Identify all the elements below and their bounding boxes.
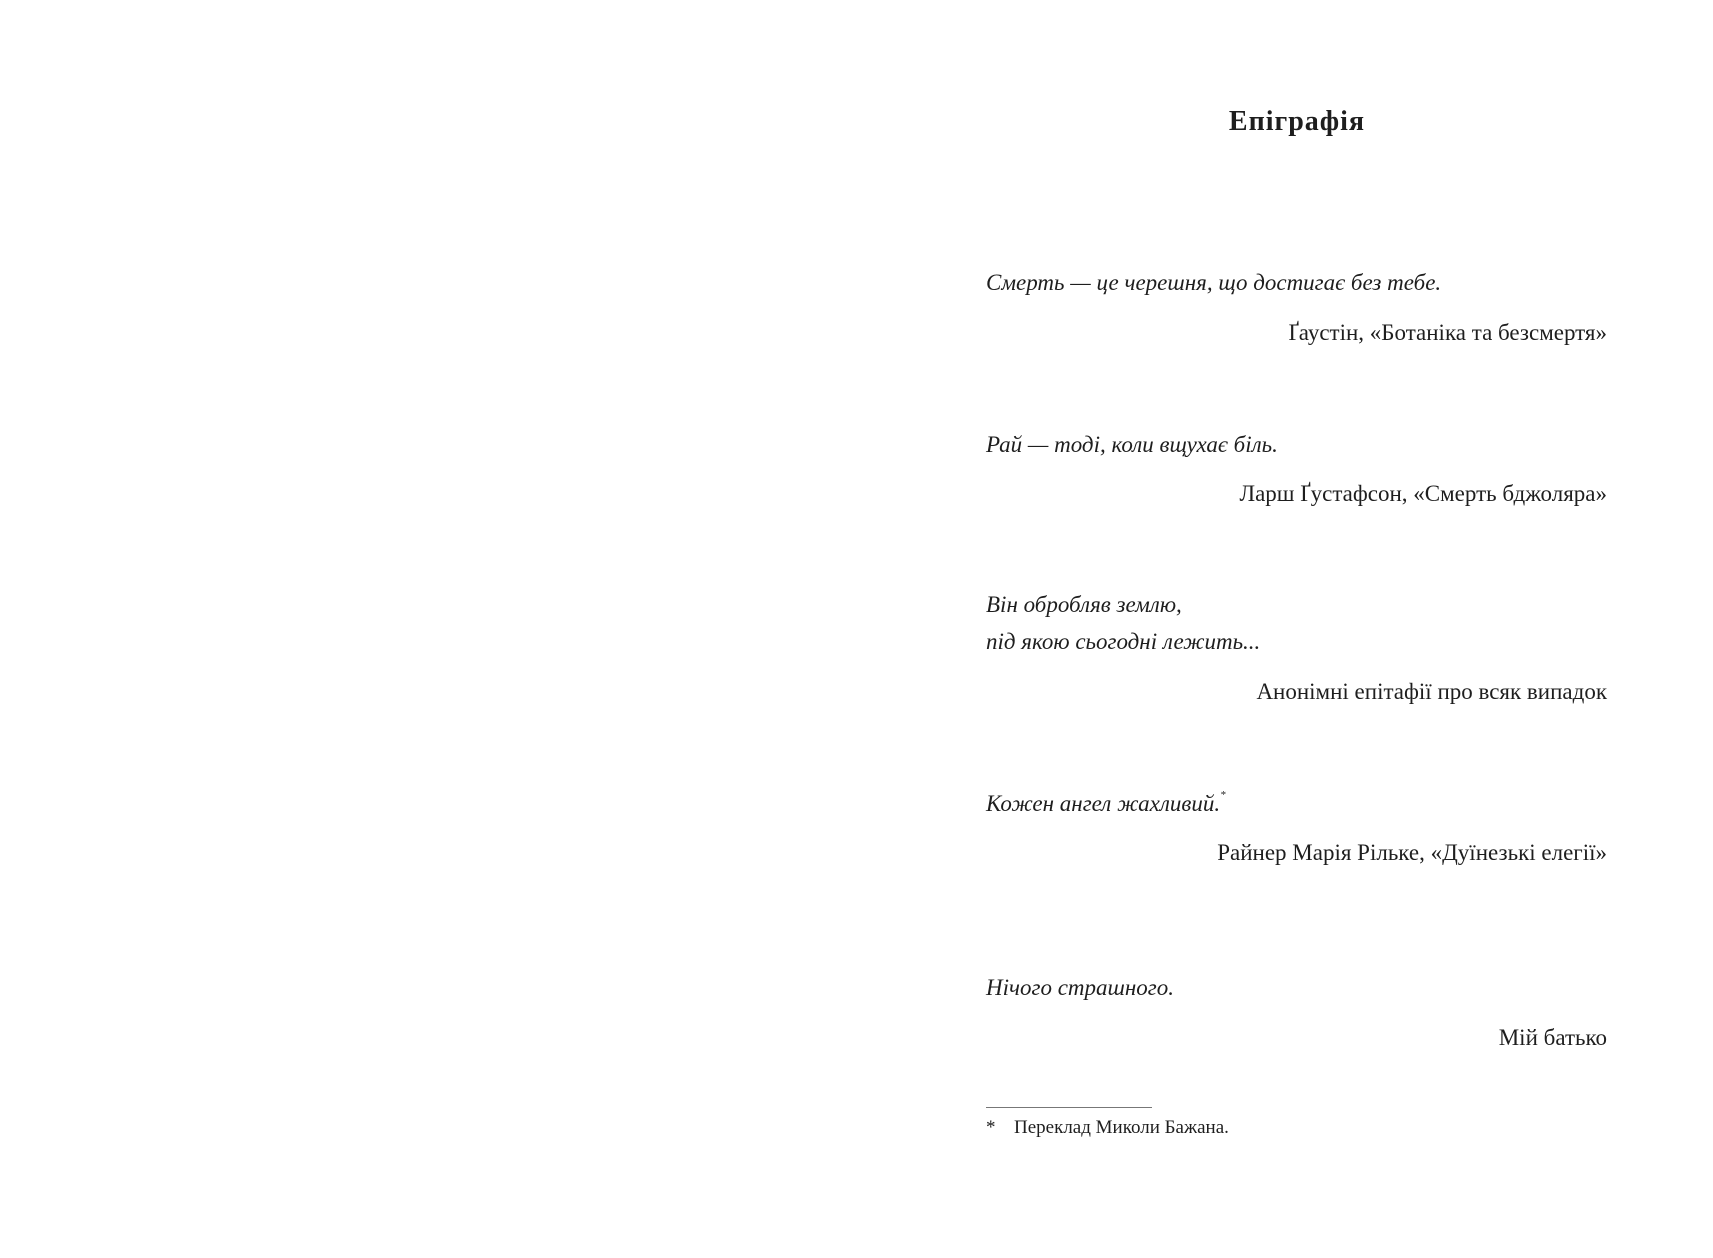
epigraph-3-quote-line-1: Він обробляв землю, — [986, 592, 1182, 617]
epigraph-3-quote-line-2: під якою сьогодні лежить... — [986, 629, 1261, 654]
footnote-text: Переклад Миколи Бажана. — [1014, 1117, 1229, 1138]
epigraph-5-quote: Нічого страшного. — [986, 975, 1175, 1000]
epigraph-4-author: Райнер Марія Рільке, «Дуїнезькі елегії» — [1217, 840, 1607, 865]
epigraph-1-author: Ґаустін, «Ботаніка та безсмертя» — [1288, 320, 1607, 345]
epigraph-3-author: Анонімні епітафії про всяк випадок — [1256, 679, 1607, 704]
epigraph-4-quote — [986, 789, 1226, 819]
footnote — [986, 1116, 1229, 1140]
epigraph-5-author: Мій батько — [1498, 1025, 1607, 1050]
epigraph-4-quote-text: Кожен ангел жахливий. — [986, 791, 1221, 816]
footnote-star: * — [986, 1117, 996, 1138]
page-title-text: Епіграфія — [1228, 106, 1366, 137]
footnote-divider — [986, 1107, 1152, 1108]
page-title — [0, 106, 1713, 138]
epigraph-1-quote: Смерть — це черешня, що достигає без тебе. — [986, 270, 1442, 295]
epigraph-2-quote: Рай — тоді, коли вщухає біль. — [986, 432, 1278, 457]
epigraph-2-author: Ларш Ґустафсон, «Смерть бджоляра» — [1239, 481, 1607, 506]
footnote-mark: * — [1220, 789, 1226, 801]
